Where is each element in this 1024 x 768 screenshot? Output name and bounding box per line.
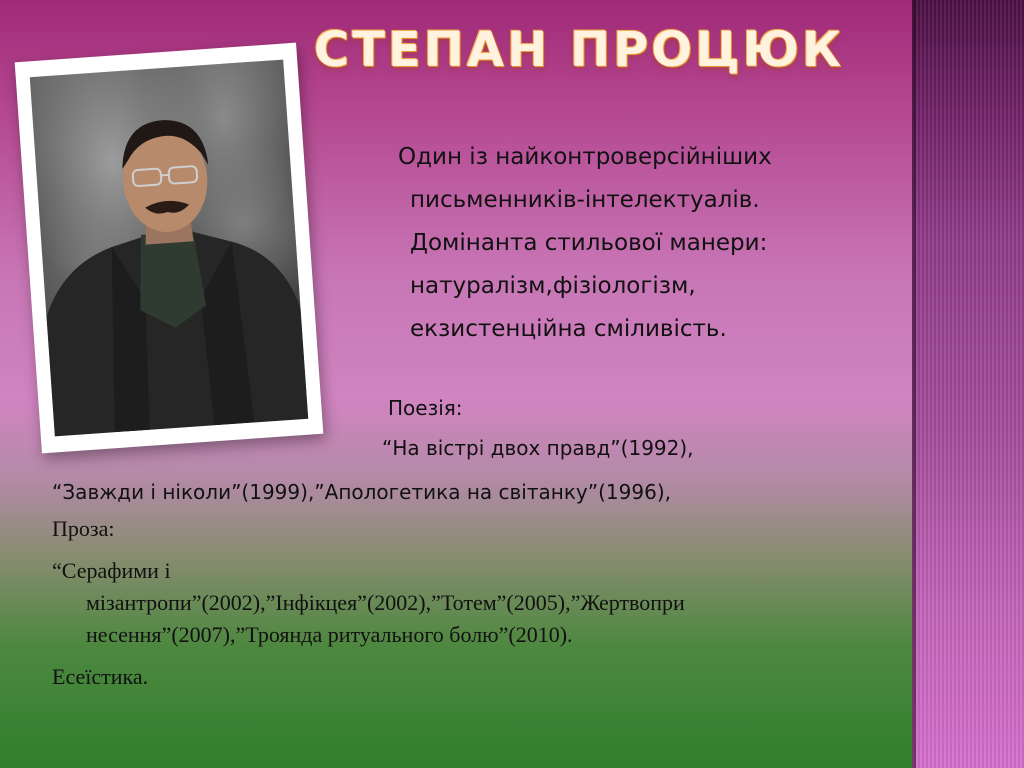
poetry-heading: Поезія: <box>388 396 463 420</box>
intro-line: Домінанта стильової манери: <box>410 230 768 256</box>
poetry-item: “Завжди і ніколи”(1999),”Апологетика на світанку”(1996), <box>52 480 671 504</box>
prose-item: “Серафими і <box>52 558 171 583</box>
portrait-illustration <box>30 60 308 437</box>
intro-line: Один із найконтроверсійніших <box>398 144 772 170</box>
prose-item: мізантропи”(2002),”Інфікцея”(2002),”Тотем”(2005),”Жертвопри <box>86 590 685 615</box>
portrait-frame <box>15 43 324 454</box>
slide-title: СТЕПАН ПРОЦЮК <box>314 22 845 78</box>
poetry-item: “На вістрі двох правд”(1992), <box>382 436 694 460</box>
intro-line: натуралізм,фізіологізм, <box>410 273 696 299</box>
intro-paragraph <box>398 136 772 351</box>
decorative-side-panel <box>912 0 1024 768</box>
essay-heading: Есеїстика. <box>52 664 149 689</box>
portrait-photo <box>30 60 308 437</box>
intro-line: екзистенційна сміливість. <box>410 316 727 342</box>
prose-item: несення”(2007),”Троянда ритуального болю”(2010). <box>86 622 573 647</box>
intro-line: письменників-інтелектуалів. <box>410 187 760 213</box>
prose-heading: Проза: <box>52 516 115 541</box>
